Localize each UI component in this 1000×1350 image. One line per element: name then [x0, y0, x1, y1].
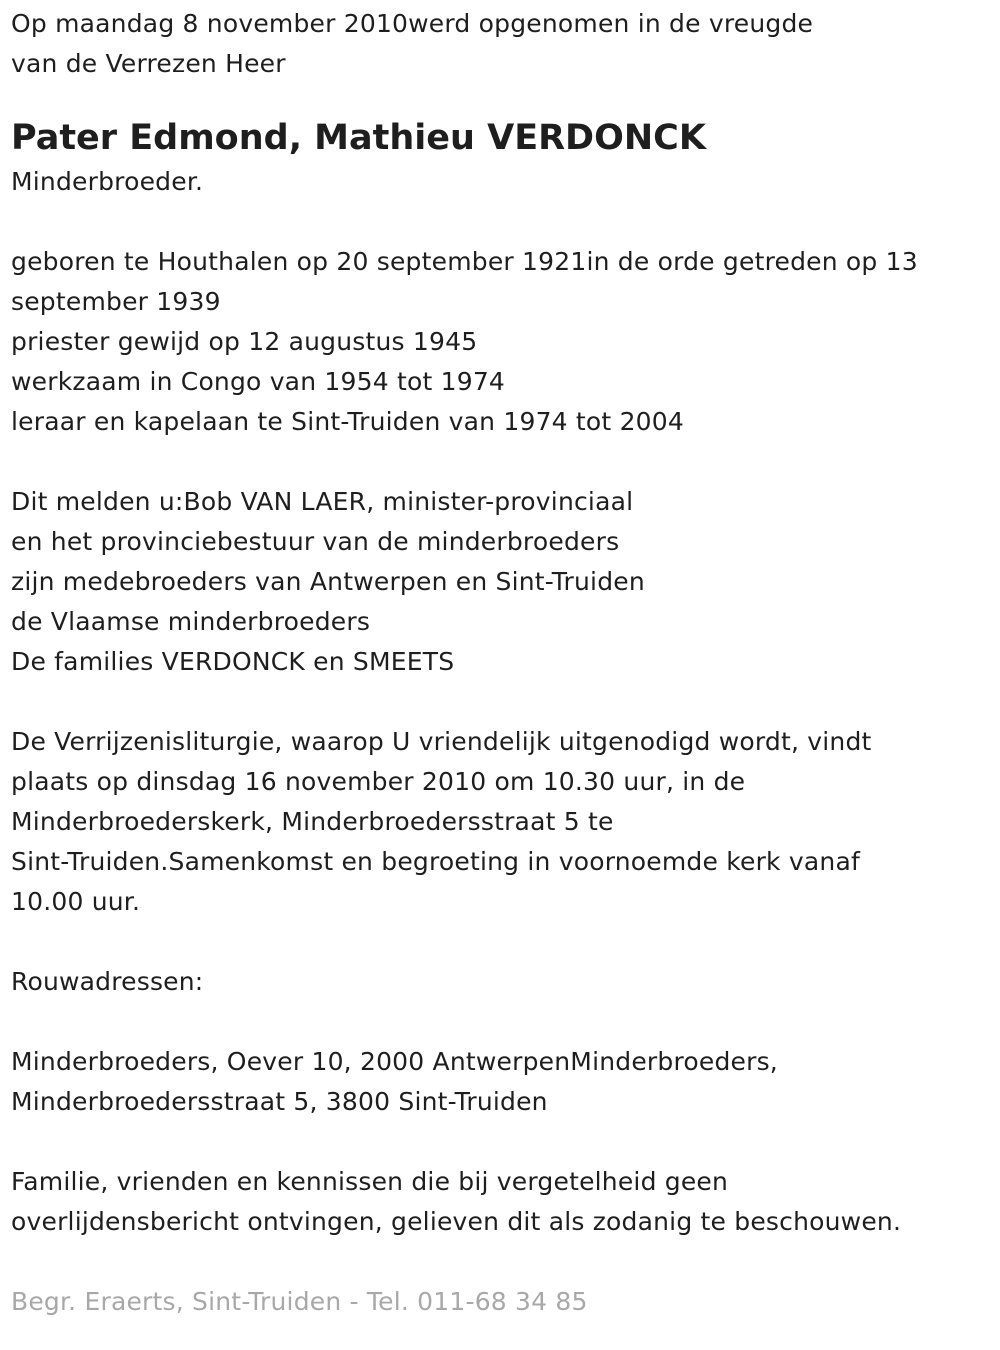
deceased-name: Pater Edmond, Mathieu VERDONCK — [11, 118, 706, 158]
ceremony-line: 10.00 uur. — [11, 887, 141, 916]
spacer — [11, 1242, 986, 1282]
spacer — [11, 442, 986, 482]
spacer — [11, 1122, 986, 1162]
ceremony-line: De Verrijzenisliturgie, waarop U vriendelijk uitgenodigd wordt, vindt — [11, 727, 872, 756]
biography-line: werkzaam in Congo van 1954 tot 1974 — [11, 367, 506, 396]
intro-line-1: Op maandag 8 november 2010werd opgenomen in de vreugde — [11, 9, 814, 38]
biography-line: geboren te Houthalen op 20 september 1921in de orde getreden op 13 — [11, 247, 918, 276]
ceremony-line: plaats op dinsdag 16 november 2010 om 10.30 uur, in de — [11, 767, 746, 796]
notice-line: overlijdensbericht ontvingen, gelieven dit als zodanig te beschouwen. — [11, 1207, 902, 1236]
biography-line: leraar en kapelaan te Sint-Truiden van 1974 tot 2004 — [11, 407, 684, 436]
announcer-line: Dit melden u:Bob VAN LAER, minister-provinciaal — [11, 487, 634, 516]
notice-line: Familie, vrienden en kennissen die bij vergetelheid geen — [11, 1167, 729, 1196]
condolence-address: Minderbroedersstraat 5, 3800 Sint-Truiden — [11, 1087, 548, 1116]
intro-line-2: van de Verrezen Heer — [11, 49, 286, 78]
condolence-address: Minderbroeders, Oever 10, 2000 AntwerpenMinderbroeders, — [11, 1047, 778, 1076]
biography-line: priester gewijd op 12 augustus 1945 — [11, 327, 478, 356]
spacer — [11, 202, 986, 242]
spacer — [11, 922, 986, 962]
spacer — [11, 1002, 986, 1042]
ceremony-line: Sint-Truiden.Samenkomst en begroeting in voornoemde kerk vanaf — [11, 847, 860, 876]
spacer — [11, 682, 986, 722]
deceased-title: Minderbroeder. — [11, 167, 204, 196]
announcer-line: De families VERDONCK en SMEETS — [11, 647, 455, 676]
announcer-line: de Vlaamse minderbroeders — [11, 607, 371, 636]
biography-line: september 1939 — [11, 287, 221, 316]
condolence-heading: Rouwadressen: — [11, 967, 204, 996]
ceremony-line: Minderbroederskerk, Minderbroedersstraat 5 te — [11, 807, 614, 836]
announcer-line: zijn medebroeders van Antwerpen en Sint-Truiden — [11, 567, 645, 596]
announcer-line: en het provinciebestuur van de minderbroeders — [11, 527, 620, 556]
obituary-document — [11, 4, 986, 1322]
undertaker-footer: Begr. Eraerts, Sint-Truiden - Tel. 011-68 34 85 — [11, 1287, 588, 1316]
